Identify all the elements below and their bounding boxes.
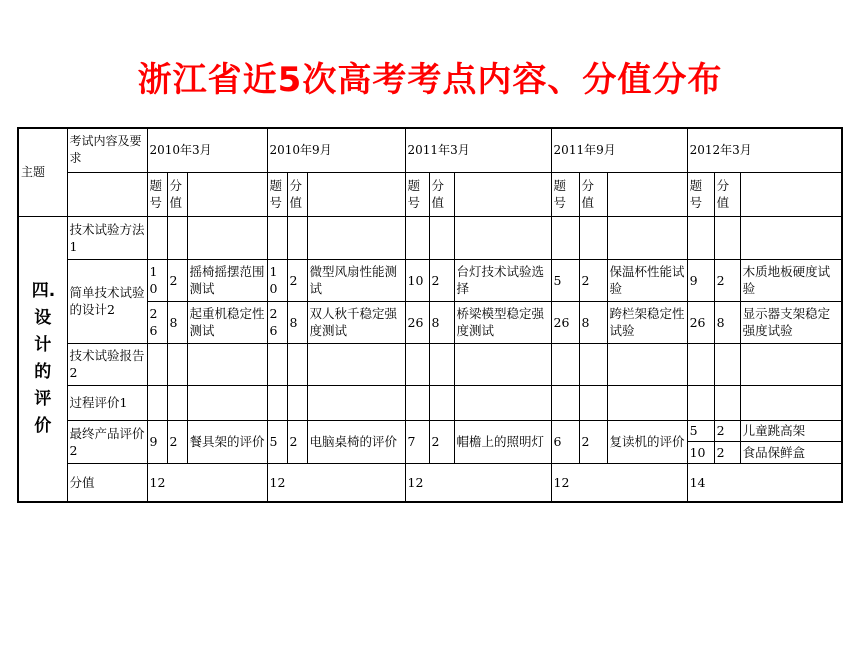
- question-number: 7: [405, 420, 429, 463]
- total-row: [18, 463, 842, 502]
- total-value: 14: [687, 463, 842, 502]
- blank-cell: [740, 172, 842, 216]
- year-header: 2011年3月: [405, 128, 551, 172]
- question-number: 26: [147, 301, 167, 343]
- question-topic: 电脑桌椅的评价: [307, 420, 405, 463]
- question-topic: 儿童跳高架: [740, 420, 842, 441]
- question-number: 10: [687, 441, 714, 463]
- table-row: [18, 385, 842, 420]
- score-value: 8: [287, 301, 307, 343]
- question-number: 6: [551, 420, 579, 463]
- theme-name: 四.设计的评价: [31, 280, 56, 436]
- page-title: 浙江省近5次高考考点内容、分值分布: [137, 60, 723, 100]
- question-topic: 食品保鲜盒: [740, 441, 842, 463]
- content-header: 考试内容及要求: [67, 128, 147, 172]
- year-header: 2012年3月: [687, 128, 842, 172]
- score-header: 分值: [167, 172, 187, 216]
- blank-cell: [454, 172, 551, 216]
- header-row: [18, 128, 842, 172]
- question-number: 10: [267, 259, 287, 301]
- theme-cell: [18, 216, 67, 502]
- table-row: [18, 343, 842, 385]
- qno-header: 题号: [551, 172, 579, 216]
- score-value: 2: [714, 420, 740, 441]
- question-number: 26: [267, 301, 287, 343]
- question-topic: 台灯技术试验选择: [454, 259, 551, 301]
- question-topic: 微型风扇性能测试: [307, 259, 405, 301]
- question-number: 5: [267, 420, 287, 463]
- question-topic: 帽檐上的照明灯: [454, 420, 551, 463]
- question-number: 5: [551, 259, 579, 301]
- qno-header: 题号: [405, 172, 429, 216]
- question-topic: 起重机稳定性测试: [187, 301, 267, 343]
- topic-label: 技术试验方法1: [67, 216, 147, 259]
- score-header: 分值: [714, 172, 740, 216]
- subheader-row: [18, 172, 842, 216]
- score-header: 分值: [429, 172, 454, 216]
- question-topic: 复读机的评价: [607, 420, 687, 463]
- total-value: 12: [405, 463, 551, 502]
- score-value: 2: [429, 259, 454, 301]
- score-value: 2: [579, 420, 607, 463]
- score-value: 8: [714, 301, 740, 343]
- score-header: 分值: [287, 172, 307, 216]
- question-number: 5: [687, 420, 714, 441]
- blank-cell: [67, 172, 147, 216]
- score-value: 2: [579, 259, 607, 301]
- year-header: 2010年9月: [267, 128, 405, 172]
- question-topic: 保温杯性能试验: [607, 259, 687, 301]
- qno-header: 题号: [267, 172, 287, 216]
- topic-label: 简单技术试验的设计2: [67, 259, 147, 343]
- question-topic: 餐具架的评价: [187, 420, 267, 463]
- question-number: 26: [687, 301, 714, 343]
- score-value: 2: [287, 420, 307, 463]
- score-value: 2: [429, 420, 454, 463]
- question-number: 26: [405, 301, 429, 343]
- score-value: 8: [429, 301, 454, 343]
- question-number: 10: [147, 259, 167, 301]
- theme-header: 主题: [18, 128, 67, 216]
- total-value: 12: [147, 463, 267, 502]
- topic-label: 最终产品评价2: [67, 420, 147, 463]
- qno-header: 题号: [147, 172, 167, 216]
- qno-header: 题号: [687, 172, 714, 216]
- score-value: 8: [579, 301, 607, 343]
- table-row: [18, 259, 842, 301]
- score-value: 2: [287, 259, 307, 301]
- question-number: 9: [687, 259, 714, 301]
- score-value: 2: [714, 441, 740, 463]
- score-value: 2: [167, 420, 187, 463]
- score-value: 2: [167, 259, 187, 301]
- exam-table: [17, 127, 843, 503]
- topic-label: 技术试验报告2: [67, 343, 147, 385]
- question-number: 9: [147, 420, 167, 463]
- question-topic: 跨栏架稳定性试验: [607, 301, 687, 343]
- question-topic: 木质地板硬度试验: [740, 259, 842, 301]
- question-topic: 双人秋千稳定强度测试: [307, 301, 405, 343]
- blank-cell: [607, 172, 687, 216]
- blank-cell: [307, 172, 405, 216]
- year-header: 2011年9月: [551, 128, 687, 172]
- year-header: 2010年3月: [147, 128, 267, 172]
- table-row: [18, 216, 842, 259]
- question-topic: 显示器支架稳定强度试验: [740, 301, 842, 343]
- score-value: 2: [714, 259, 740, 301]
- question-number: 26: [551, 301, 579, 343]
- total-value: 12: [551, 463, 687, 502]
- total-value: 12: [267, 463, 405, 502]
- question-topic: 桥梁模型稳定强度测试: [454, 301, 551, 343]
- score-header: 分值: [579, 172, 607, 216]
- blank-cell: [187, 172, 267, 216]
- table-row: [18, 420, 842, 441]
- question-number: 10: [405, 259, 429, 301]
- score-value: 8: [167, 301, 187, 343]
- question-topic: 摇椅摇摆范围测试: [187, 259, 267, 301]
- total-label: 分值: [67, 463, 147, 502]
- topic-label: 过程评价1: [67, 385, 147, 420]
